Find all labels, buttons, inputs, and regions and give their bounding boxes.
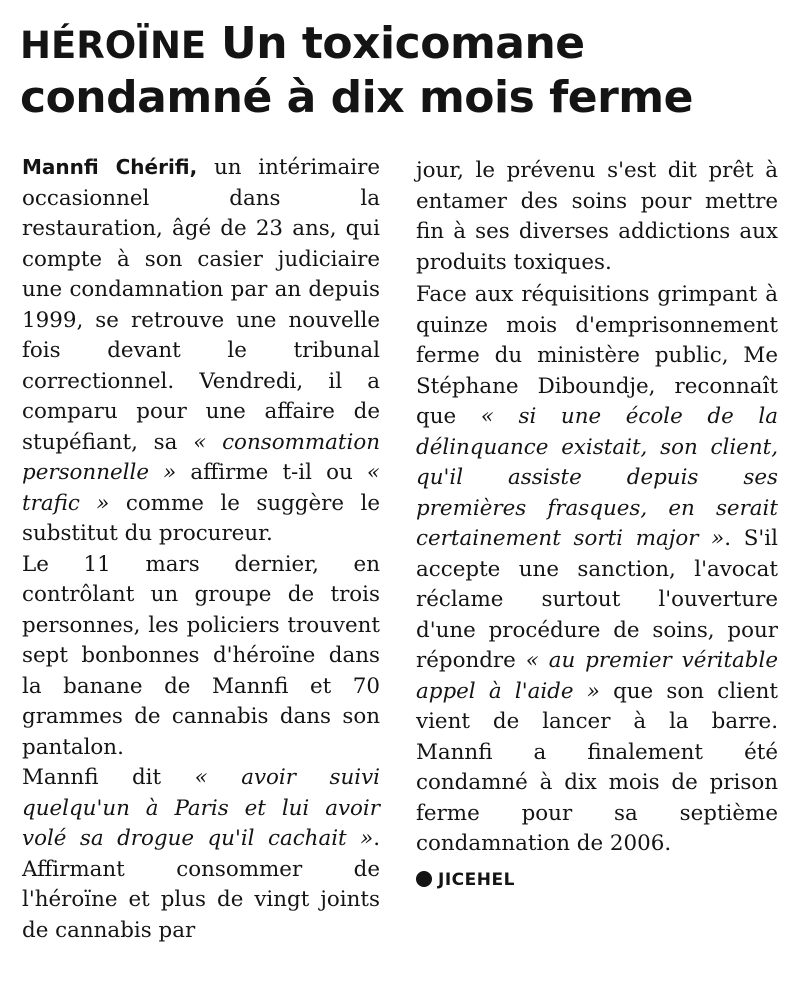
quote-trafic: « trafic »	[22, 460, 380, 516]
paragraph-3-text-b: . Affirmant consommer de l'héroïne et plus de vingt joints de cannabis par	[22, 826, 380, 943]
subject-name: Mannfi Chérifi,	[22, 155, 198, 179]
quote-appel-aide: « au premier véritable appel à l'aide »	[416, 648, 778, 704]
paragraph-1-text-b: affirme t-il ou	[176, 460, 367, 485]
quote-ecole-delinquance: « si une école de la délinquance existait, son client, qu'il assiste depuis ses premières frasques, en serait certainement sorti major »	[416, 404, 778, 551]
paragraph-5-text-a: Face aux réquisitions grimpant à quinze mois d'emprisonnement ferme du ministère public, Me Stéphane Diboundje, reconnaît que	[416, 282, 778, 429]
paragraph-3-text-a: Mannfi dit	[22, 765, 195, 790]
article-paragraph-1	[22, 152, 380, 550]
headline	[20, 18, 770, 124]
quote-consommation: « consommation personnelle »	[22, 429, 380, 485]
headline-kicker: HÉROÏNE	[20, 24, 207, 67]
signature-bullet-icon	[416, 871, 432, 887]
paragraph-5-text-c: que son client vient de lancer à la barre. Mannfi a finalement été condamné à dix mois de prison ferme pour sa septième condamnation de 2006.	[416, 678, 778, 856]
paragraph-5-text-b: . S'il accepte une sanction, l'avocat réclame surtout l'ouverture d'une procédure de soins, pour répondre	[416, 526, 778, 673]
article-paragraph-4: jour, le prévenu s'est dit prêt à entamer des soins pour mettre fin à ses diverses addictions aux produits toxiques.	[416, 158, 778, 275]
headline-line-1	[20, 18, 770, 72]
paragraph-1-text-a: un intérimaire occasionnel dans la restauration, âgé de 23 ans, qui compte à son casier judiciaire une condamnation par an depuis 1999, se retrouve une nouvelle fois devant le tribunal correctionnel. Vendredi, il a comparu pour une affaire de stupéfiant, sa	[22, 155, 380, 455]
author-signature: JICEHEL	[438, 869, 515, 890]
paragraph-1-text-c: comme le suggère le substitut du procureur.	[22, 490, 380, 546]
headline-title-part-2: condamné à dix mois ferme	[20, 72, 693, 123]
article-paragraph-3	[22, 763, 380, 946]
article-column-left	[22, 152, 380, 946]
headline-title-part-1: Un toxicomane	[221, 18, 585, 69]
article-column-right	[416, 156, 778, 895]
quote-avoir-suivi: « avoir suivi quelqu'un à Paris et lui avoir volé sa drogue qu'il cachait »	[22, 765, 380, 851]
signature-line	[416, 864, 778, 896]
article-paragraph-2: Le 11 mars dernier, en contrôlant un groupe de trois personnes, les policiers trouvent sept bonbonnes d'héroïne dans la banane de Mannfi et 70 grammes de cannabis dans son pantalon.	[22, 551, 380, 760]
article-paragraph-5	[416, 280, 778, 860]
